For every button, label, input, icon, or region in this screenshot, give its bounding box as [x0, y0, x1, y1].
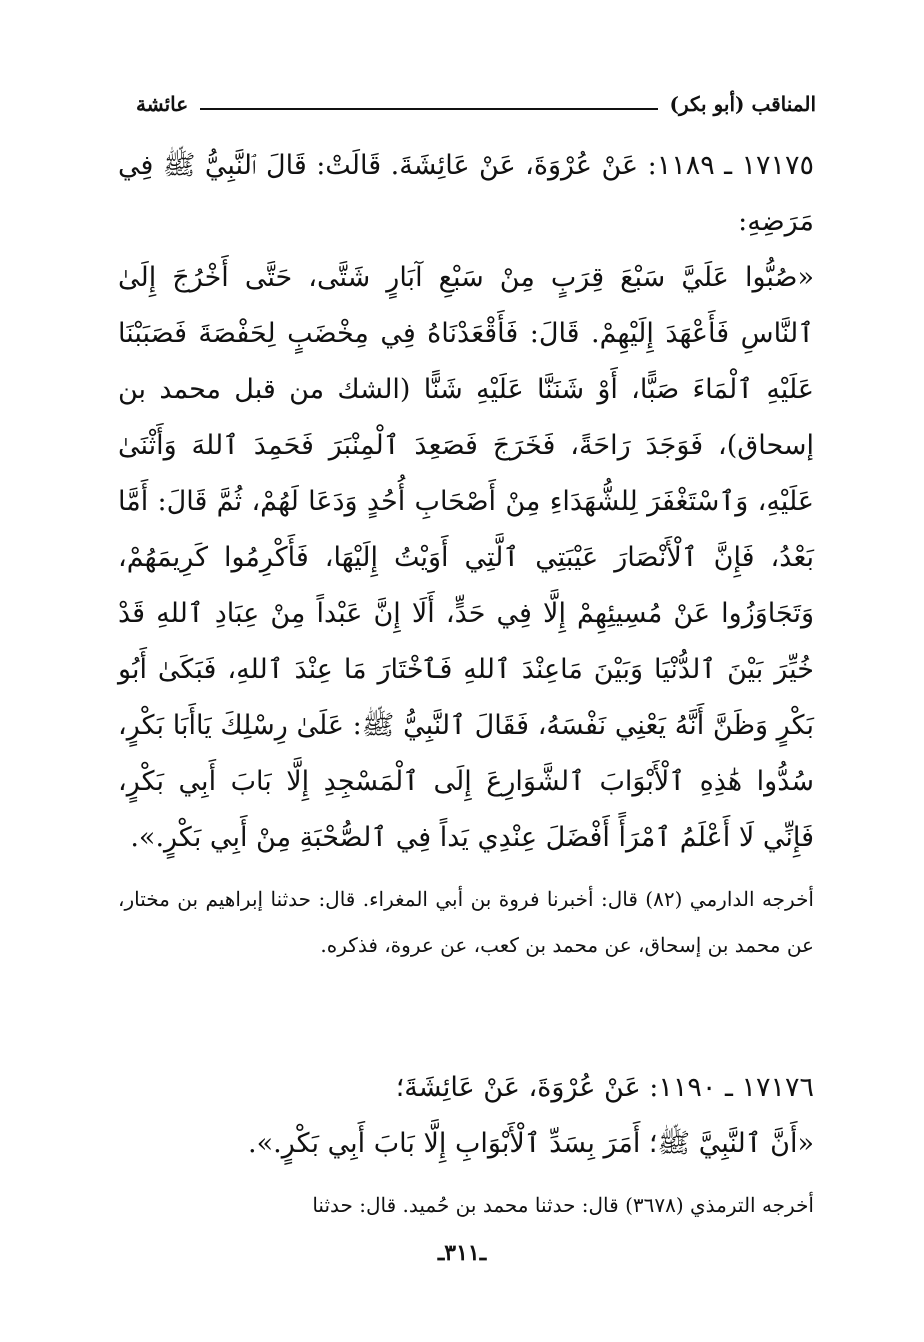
- header-rule: [200, 108, 657, 110]
- hadith-2-matn: «أَنَّ ٱلنَّبِيَّ ﷺ؛ أَمَرَ بِسَدِّ ٱلْأَبْوَابِ إِلَّا بَابَ أَبِي بَكْرٍ.».: [248, 1128, 814, 1159]
- hadith-1-matn: «صُبُّوا عَلَيَّ سَبْعَ قِرَبٍ مِنْ سَبْعِ آبَارٍ شَتَّى، حَتَّى أَخْرُجَ إِلَىٰ ٱلنَّاسِ فَأَعْهَدَ إِلَيْهِمْ. قَالَ: فَأَقْعَدْنَاهُ فِي مِخْضَبٍ لِحَفْصَةَ فَصَبَبْنَا عَلَيْهِ ٱلْمَاءَ صَبًّا، أَوْ شَنَنَّا عَلَيْهِ شَنًّا (الشك من قبل محمد بن إسحاق)، فَوَجَدَ رَاحَةً، فَخَرَجَ فَصَعِدَ ٱلْمِنْبَرَ فَحَمِدَ ٱللهَ وَأَثْنَىٰ عَلَيْهِ، وَٱسْتَغْفَرَ لِلشُّهَدَاءِ مِنْ أَصْحَابِ أُحُدٍ وَدَعَا لَهُمْ، ثُمَّ قَالَ: أَمَّا بَعْدُ، فَإِنَّ ٱلْأَنْصَارَ عَيْبَتِي ٱلَّتِي أَوَيْتُ إِلَيْهَا، فَأَكْرِمُوا كَرِيمَهُمْ، وَتَجَاوَزُوا عَنْ مُسِيئِهِمْ إِلَّا فِي حَدٍّ، أَلَا إِنَّ عَبْداً مِنْ عِبَادِ ٱللهِ قَدْ خُيِّرَ بَيْنَ ٱلدُّنْيَا وَبَيْنَ مَاعِنْدَ ٱللهِ فَٱخْتَارَ مَا عِنْدَ ٱللهِ، فَبَكَىٰ أَبُو بَكْرٍ وَظَنَّ أَنَّهُ يَعْنِي نَفْسَهُ، فَقَالَ ٱلنَّبِيُّ ﷺ: عَلَىٰ رِسْلِكَ يَاأَبَا بَكْرٍ، سُدُّوا هَٰذِهِ ٱلْأَبْوَابَ ٱلشَّوَارِعَ إِلَى ٱلْمَسْجِدِ إِلَّا بَابَ أَبِي بَكْرٍ، فَإِنِّي لَا أَعْلَمُ ٱمْرَأً أَفْضَلَ عِنْدِي يَداً فِي ٱلصُّحْبَةِ مِنْ أَبِي بَكْرٍ.».: [118, 262, 814, 853]
- page-number: ـ٣١١ـ: [437, 1240, 487, 1266]
- running-header: [136, 92, 816, 116]
- section-gap: [118, 968, 814, 1060]
- hadith-1-takhrij: أخرجه الدارمي (٨٢) قال: أخبرنا فروة بن أبي المغراء. قال: حدثنا إبراهيم بن مختار، عن محمد بن إسحاق، عن محمد بن كعب، عن عروة، فذكره.: [118, 887, 814, 957]
- hadith-2-takhrij: أخرجه الترمذي (٣٦٧٨) قال: حدثنا محمد بن حُميد. قال: حدثنا: [312, 1193, 814, 1217]
- hadith-1-isnad: ١٧١٧٥ ـ ١١٨٩: عَنْ عُرْوَةَ، عَنْ عَائِشَةَ. قَالَتْ: قَالَ ٱلنَّبِيُّ ﷺ فِي مَرَضِهِ:: [118, 150, 815, 237]
- page-content: [118, 138, 814, 1228]
- hadith-2-isnad: ١٧١٧٦ ـ ١١٩٠: عَنْ عُرْوَةَ، عَنْ عَائِشَةَ؛: [395, 1072, 814, 1103]
- header-chapter-title: المناقب (أبو بكر): [669, 92, 816, 116]
- header-section-title: عائشة: [136, 92, 189, 116]
